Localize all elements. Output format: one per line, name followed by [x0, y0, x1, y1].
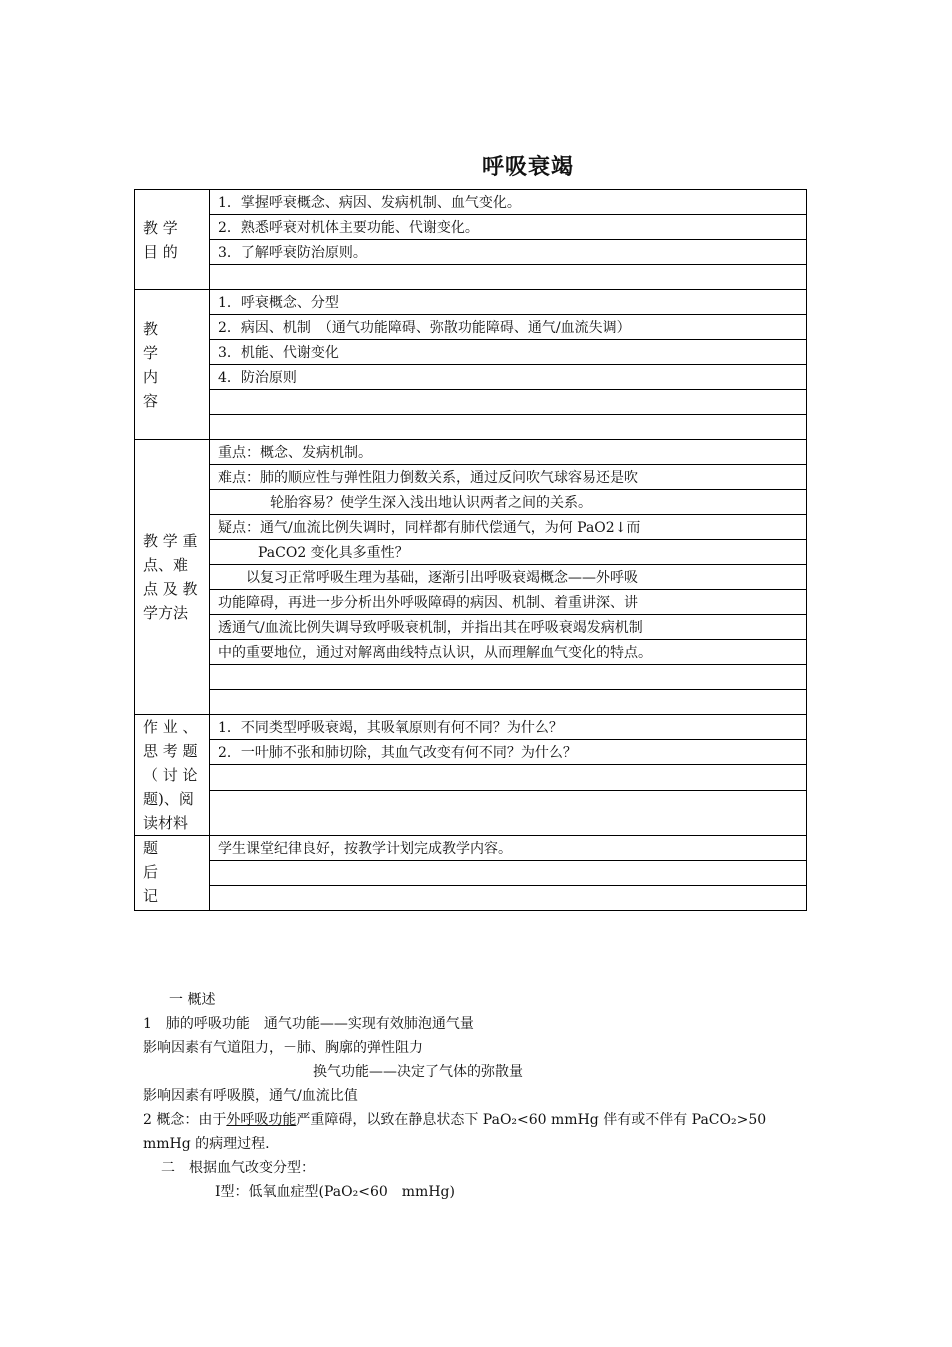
table-row	[135, 665, 807, 690]
table-row	[135, 315, 807, 340]
homework-cell: 1．不同类型呼吸衰竭，其吸氧原则有何不同？为什么？	[210, 715, 807, 740]
content-cell: 1．呼衰概念、分型	[210, 290, 807, 315]
table-row	[135, 240, 807, 265]
table-row	[135, 836, 807, 861]
table-row	[135, 740, 807, 765]
focus-cell: 中的重要地位，通过对解离曲线特点认识，从而理解血气变化的特点。	[210, 640, 807, 665]
paragraph: mmHg 的病理过程.	[143, 1136, 270, 1152]
goal-cell	[210, 265, 807, 290]
table-row	[135, 340, 807, 365]
table-row	[135, 615, 807, 640]
focus-cell: 以复习正常呼吸生理为基础，逐渐引出呼吸衰竭概念——外呼吸	[210, 565, 807, 590]
content-cell: 4．防治原则	[210, 365, 807, 390]
content-cell	[210, 390, 807, 415]
content-cell	[210, 415, 807, 440]
table-row	[135, 515, 807, 540]
teaching-plan-table	[134, 189, 807, 911]
paragraph: 1 肺的呼吸功能 通气功能——实现有效肺泡通气量	[143, 1016, 474, 1032]
afterword-cell	[210, 861, 807, 886]
afterword-label: 题 后 记	[135, 836, 210, 911]
section-heading-types: 二 根据血气改变分型：	[161, 1160, 315, 1176]
table-row	[135, 640, 807, 665]
focus-cell	[210, 665, 807, 690]
focus-cell: 疑点：通气/血流比例失调时，同样都有肺代偿通气，为何 PaO2↓而	[210, 515, 807, 540]
afterword-cell: 学生课堂纪律良好，按教学计划完成教学内容。	[210, 836, 807, 861]
table-row	[135, 765, 807, 790]
table-row	[135, 715, 807, 740]
table-row	[135, 540, 807, 565]
focus-cell: PaCO2 变化具多重性？	[210, 540, 807, 565]
definition-prefix: 2 概念：由于	[143, 1112, 227, 1128]
homework-label: 作 业 、 思 考 题 （ 讨 论 题)、阅 读材料	[135, 715, 210, 836]
table-row	[135, 365, 807, 390]
focus-cell: 功能障碍，再进一步分析出外呼吸障碍的病因、机制、着重讲深、讲	[210, 590, 807, 615]
content-cell: 2．病因、机制 （通气功能障碍、弥散功能障碍、通气/血流失调）	[210, 315, 807, 340]
homework-cell	[210, 765, 807, 790]
table-row	[135, 590, 807, 615]
content-label: 教 学 内 容	[135, 290, 210, 440]
table-row	[135, 440, 807, 465]
focus-cell	[210, 690, 807, 715]
underlined-term: 外呼吸功能	[226, 1112, 297, 1128]
table-row	[135, 861, 807, 886]
paragraph: 影响因素有气道阻力，－肺、胸廓的弹性阻力	[143, 1040, 423, 1056]
table-row	[135, 290, 807, 315]
table-row	[135, 390, 807, 415]
table-row	[135, 690, 807, 715]
table-row	[135, 215, 807, 240]
table-row	[135, 265, 807, 290]
afterword-cell	[210, 886, 807, 911]
table-row	[135, 415, 807, 440]
table-row	[135, 565, 807, 590]
homework-cell	[210, 790, 807, 835]
focus-cell: 轮胎容易？使学生深入浅出地认识两者之间的关系。	[210, 490, 807, 515]
focus-cell: 难点：肺的顺应性与弹性阻力倒数关系，通过反问吹气球容易还是吹	[210, 465, 807, 490]
table-row	[135, 465, 807, 490]
definition-line	[143, 1108, 823, 1132]
goal-cell: 3．了解呼衰防治原则。	[210, 240, 807, 265]
lecture-notes	[143, 988, 823, 1204]
table-row	[135, 490, 807, 515]
table-row	[135, 190, 807, 215]
goal-cell: 1．掌握呼衰概念、病因、发病机制、血气变化。	[210, 190, 807, 215]
homework-cell: 2．一叶肺不张和肺切除，其血气改变有何不同？为什么？	[210, 740, 807, 765]
paragraph: Ⅰ型：低氧血症型(PaO₂<60 mmHg)	[215, 1184, 455, 1200]
page-title: 呼吸衰竭	[481, 154, 574, 180]
goals-label: 教 学 目 的	[135, 190, 210, 290]
table-row	[135, 790, 807, 835]
focus-label: 教 学 重 点、难 点 及 教 学方法	[135, 440, 210, 715]
content-cell: 3．机能、代谢变化	[210, 340, 807, 365]
paragraph: 影响因素有呼吸膜，通气/血流比值	[143, 1088, 358, 1104]
focus-cell: 重点：概念、发病机制。	[210, 440, 807, 465]
goal-cell: 2．熟悉呼衰对机体主要功能、代谢变化。	[210, 215, 807, 240]
definition-rest: 严重障碍，以致在静息状态下 PaO₂<60 mmHg 伴有或不伴有 PaCO₂>50	[296, 1112, 767, 1128]
table-row	[135, 886, 807, 911]
focus-cell: 透通气/血流比例失调导致呼吸衰机制，并指出其在呼吸衰竭发病机制	[210, 615, 807, 640]
paragraph: 换气功能——决定了气体的弥散量	[313, 1064, 523, 1080]
section-heading-overview: 一 概述	[169, 992, 216, 1008]
